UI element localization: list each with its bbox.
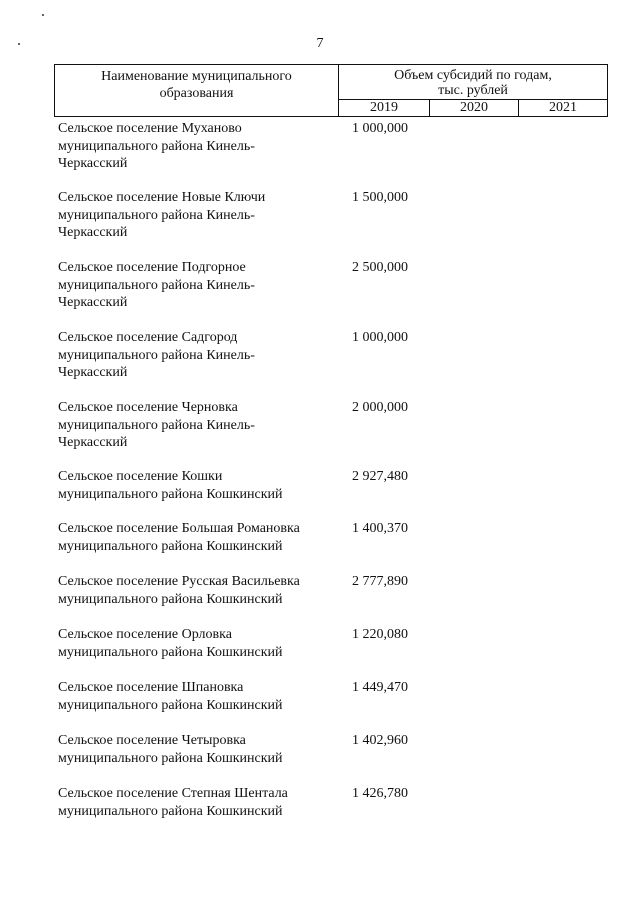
municipality-name [58, 399, 343, 452]
page-number: 7 [316, 36, 324, 51]
name-line: муниципального района Кинель- [58, 207, 255, 223]
subsidy-2019: 1 220,080 [352, 627, 408, 642]
name-line: Черкасский [58, 225, 128, 240]
subsidy-2019: 1 500,000 [352, 190, 408, 205]
subsidy-2019: 1 402,960 [352, 733, 408, 748]
subsidy-2019: 1 400,370 [352, 521, 408, 536]
header-municipality-name [55, 65, 339, 116]
name-line: Сельское поселение Садгород [58, 330, 238, 345]
municipality-name [58, 468, 343, 503]
header-year-2021: 2021 [549, 100, 577, 115]
municipality-name [58, 189, 343, 242]
municipality-name [58, 573, 343, 608]
name-line: муниципального района Кинель- [58, 417, 255, 433]
municipality-name [58, 785, 343, 820]
name-line: Сельское поселение Подгорное [58, 260, 246, 275]
table-header [54, 64, 608, 117]
header-name-line2: образования [159, 86, 234, 101]
name-line: Сельское поселение Орловка [58, 627, 232, 642]
name-line: Сельское поселение Муханово [58, 121, 242, 136]
subsidy-2019: 1 449,470 [352, 680, 408, 695]
header-volume-line2: тыс. рублей [438, 83, 508, 98]
subsidy-2019: 1 426,780 [352, 786, 408, 801]
subsidy-2019: 1 000,000 [352, 330, 408, 345]
name-line: Сельское поселение Четыровка [58, 733, 246, 748]
name-line: муниципального района Кошкинский [58, 803, 283, 819]
name-line: Сельское поселение Черновка [58, 400, 238, 415]
name-line: муниципального района Кинель- [58, 138, 255, 154]
header-volume-line1: Объем субсидий по годам, [394, 68, 552, 83]
municipality-name [58, 520, 343, 555]
municipality-name [58, 120, 343, 173]
name-line: Сельское поселение Новые Ключи [58, 190, 266, 205]
name-line: Черкасский [58, 365, 128, 380]
name-line: муниципального района Кошкинский [58, 697, 283, 713]
subsidy-2019: 2 927,480 [352, 469, 408, 484]
name-line: муниципального района Кошкинский [58, 591, 283, 607]
name-line: Сельское поселение Кошки [58, 469, 223, 484]
subsidy-2019: 1 000,000 [352, 121, 408, 136]
name-line: муниципального района Кошкинский [58, 750, 283, 766]
name-line: муниципального района Кошкинский [58, 486, 283, 502]
header-year-2019: 2019 [339, 100, 430, 116]
header-year-2020: 2020 [430, 100, 519, 116]
municipality-name [58, 626, 343, 661]
subsidy-2019: 2 500,000 [352, 260, 408, 275]
name-line: Сельское поселение Шпановка [58, 680, 244, 695]
name-line: Сельское поселение Большая Романовка [58, 521, 300, 536]
name-line: муниципального района Кинель- [58, 277, 255, 293]
municipality-name [58, 329, 343, 382]
municipality-name [58, 679, 343, 714]
header-subsidy-volume [339, 65, 607, 100]
name-line: Сельское поселение Степная Шентала [58, 786, 288, 801]
subsidy-2019: 2 000,000 [352, 400, 408, 415]
municipality-name [58, 259, 343, 312]
municipality-name [58, 732, 343, 767]
header-name-line1: Наименование муниципального [101, 69, 292, 84]
name-line: муниципального района Кошкинский [58, 538, 283, 554]
scan-speck [42, 14, 44, 16]
name-line: Черкасский [58, 295, 128, 310]
name-line: Черкасский [58, 156, 128, 171]
name-line: муниципального района Кошкинский [58, 644, 283, 660]
name-line: Черкасский [58, 435, 128, 450]
subsidy-2019: 2 777,890 [352, 574, 408, 589]
name-line: Сельское поселение Русская Васильевка [58, 574, 300, 589]
name-line: муниципального района Кинель- [58, 347, 255, 363]
